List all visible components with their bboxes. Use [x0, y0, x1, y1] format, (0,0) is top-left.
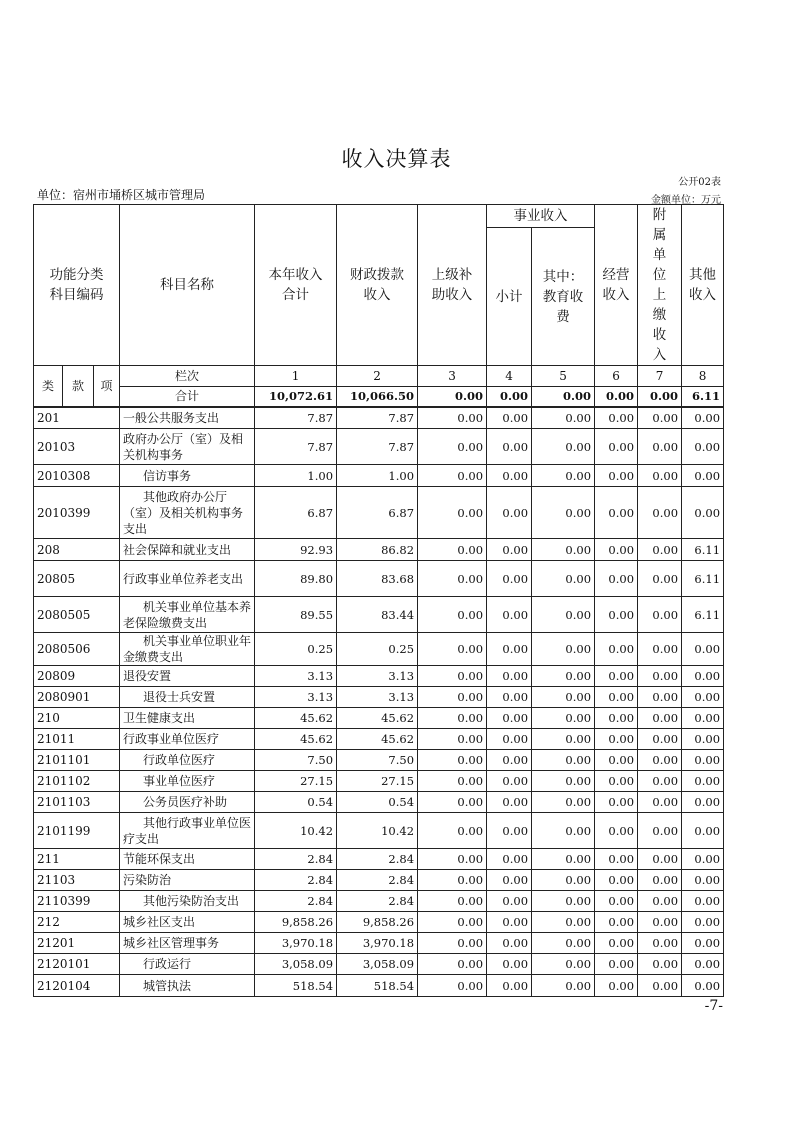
row-value: 0.00 [487, 891, 532, 912]
row-value: 0.00 [682, 407, 724, 429]
table-row [34, 912, 724, 933]
row-code: 210 [34, 708, 120, 729]
row-value: 0.00 [418, 729, 487, 750]
row-value: 0.00 [487, 597, 532, 633]
row-value: 0.00 [682, 849, 724, 870]
row-value: 0.00 [532, 597, 595, 633]
row-name: 其他污染防治支出 [120, 891, 255, 912]
row-value: 0.00 [418, 933, 487, 954]
row-value: 9,858.26 [337, 912, 418, 933]
table-row [34, 975, 724, 997]
row-name: 卫生健康支出 [120, 708, 255, 729]
total-value: 0.00 [418, 387, 487, 407]
row-value: 0.00 [487, 666, 532, 687]
row-value: 0.00 [487, 729, 532, 750]
row-value: 0.00 [638, 912, 682, 933]
row-value: 0.00 [487, 750, 532, 771]
header-operating: 经营收入 [595, 205, 638, 366]
row-value: 0.00 [595, 487, 638, 539]
row-value: 0.00 [595, 597, 638, 633]
row-value: 0.00 [638, 933, 682, 954]
row-value: 2.84 [337, 870, 418, 891]
row-value: 0.00 [682, 891, 724, 912]
row-value: 0.00 [682, 633, 724, 666]
total-value: 0.00 [487, 387, 532, 407]
row-value: 0.00 [487, 792, 532, 813]
row-value: 7.87 [337, 407, 418, 429]
row-value: 0.00 [532, 750, 595, 771]
row-value: 0.00 [595, 539, 638, 561]
row-value: 3,970.18 [255, 933, 337, 954]
row-value: 0.25 [255, 633, 337, 666]
header-education: 其中：教育收费 [532, 228, 595, 366]
row-value: 0.54 [337, 792, 418, 813]
column-index-label: 栏次 [120, 366, 255, 387]
table-row [34, 954, 724, 975]
row-code: 2120104 [34, 975, 120, 997]
row-value: 0.00 [418, 687, 487, 708]
row-value: 0.00 [418, 813, 487, 849]
row-value: 0.00 [595, 975, 638, 997]
total-value: 0.00 [595, 387, 638, 407]
row-value: 6.11 [682, 539, 724, 561]
row-value: 0.00 [418, 597, 487, 633]
row-value: 45.62 [255, 708, 337, 729]
row-code: 2010308 [34, 465, 120, 487]
row-value: 0.00 [532, 954, 595, 975]
row-value: 0.00 [638, 597, 682, 633]
row-name: 行政单位医疗 [120, 750, 255, 771]
row-value: 0.00 [532, 633, 595, 666]
row-value: 7.87 [255, 429, 337, 465]
row-value: 0.00 [595, 792, 638, 813]
row-value: 0.00 [487, 933, 532, 954]
header-code: 功能分类科目编码 [34, 205, 120, 366]
row-value: 0.00 [418, 561, 487, 597]
row-value: 0.00 [595, 813, 638, 849]
row-value: 3.13 [255, 687, 337, 708]
row-value: 0.00 [487, 633, 532, 666]
row-value: 0.00 [638, 954, 682, 975]
row-value: 0.25 [337, 633, 418, 666]
row-value: 0.00 [682, 465, 724, 487]
header-kuan: 款 [63, 366, 94, 407]
row-value: 0.00 [638, 975, 682, 997]
row-value: 0.00 [487, 954, 532, 975]
page-number: -7- [704, 998, 723, 1014]
table-row [34, 870, 724, 891]
row-name: 城乡社区支出 [120, 912, 255, 933]
row-value: 0.00 [638, 561, 682, 597]
row-value: 27.15 [255, 771, 337, 792]
column-number: 8 [682, 366, 724, 387]
row-value: 45.62 [337, 729, 418, 750]
row-value: 9,858.26 [255, 912, 337, 933]
row-value: 0.00 [595, 666, 638, 687]
row-value: 0.00 [638, 407, 682, 429]
header-xiang: 项 [94, 366, 120, 407]
row-value: 3.13 [255, 666, 337, 687]
amount-unit: 金额单位：万元 [651, 195, 721, 206]
row-code: 2101102 [34, 771, 120, 792]
row-value: 0.00 [638, 849, 682, 870]
row-value: 0.00 [682, 708, 724, 729]
column-number: 6 [595, 366, 638, 387]
row-value: 0.00 [532, 813, 595, 849]
row-code: 2101103 [34, 792, 120, 813]
row-code: 2080901 [34, 687, 120, 708]
row-value: 2.84 [255, 849, 337, 870]
row-value: 0.00 [595, 750, 638, 771]
row-value: 0.00 [595, 912, 638, 933]
row-name: 节能环保支出 [120, 849, 255, 870]
row-value: 0.00 [638, 792, 682, 813]
row-value: 0.00 [418, 708, 487, 729]
column-number: 3 [418, 366, 487, 387]
row-value: 6.11 [682, 561, 724, 597]
row-name: 城乡社区管理事务 [120, 933, 255, 954]
row-code: 201 [34, 407, 120, 429]
row-value: 0.00 [595, 849, 638, 870]
row-name: 行政事业单位医疗 [120, 729, 255, 750]
header-business: 事业收入 [487, 205, 595, 228]
row-code: 2080505 [34, 597, 120, 633]
row-code: 21103 [34, 870, 120, 891]
row-value: 0.00 [487, 487, 532, 539]
table-row [34, 597, 724, 633]
table-row [34, 487, 724, 539]
row-code: 20103 [34, 429, 120, 465]
row-value: 0.00 [532, 849, 595, 870]
row-value: 0.00 [682, 750, 724, 771]
row-value: 2.84 [337, 891, 418, 912]
row-code: 2101101 [34, 750, 120, 771]
row-value: 89.55 [255, 597, 337, 633]
row-value: 0.00 [682, 487, 724, 539]
header-fiscal: 财政拨款收入 [337, 205, 418, 366]
row-value: 0.00 [595, 465, 638, 487]
row-value: 0.00 [418, 954, 487, 975]
row-value: 0.00 [418, 891, 487, 912]
total-value: 6.11 [682, 387, 724, 407]
table-row [34, 465, 724, 487]
row-value: 0.00 [532, 870, 595, 891]
row-value: 6.87 [337, 487, 418, 539]
row-value: 0.00 [487, 539, 532, 561]
row-value: 1.00 [255, 465, 337, 487]
form-number: 公开02表 [678, 177, 721, 188]
row-name: 退役士兵安置 [120, 687, 255, 708]
row-value: 518.54 [255, 975, 337, 997]
row-value: 2.84 [337, 849, 418, 870]
row-value: 0.00 [595, 687, 638, 708]
unit-name: 单位：宿州市埇桥区城市管理局 [37, 188, 206, 202]
table-row [34, 891, 724, 912]
row-value: 2.84 [255, 870, 337, 891]
row-value: 0.00 [682, 792, 724, 813]
row-value: 0.00 [487, 407, 532, 429]
table-row [34, 633, 724, 666]
row-value: 0.00 [682, 933, 724, 954]
row-value: 83.44 [337, 597, 418, 633]
row-name: 一般公共服务支出 [120, 407, 255, 429]
row-value: 0.00 [487, 687, 532, 708]
header-name: 科目名称 [120, 205, 255, 366]
row-value: 0.00 [418, 407, 487, 429]
row-value: 3,970.18 [337, 933, 418, 954]
row-value: 0.00 [595, 954, 638, 975]
row-code: 2010399 [34, 487, 120, 539]
total-value: 0.00 [532, 387, 595, 407]
row-value: 0.00 [418, 975, 487, 997]
row-value: 0.00 [682, 429, 724, 465]
row-value: 0.00 [638, 708, 682, 729]
row-value: 0.00 [682, 813, 724, 849]
row-value: 6.11 [682, 597, 724, 633]
row-value: 0.00 [638, 729, 682, 750]
row-value: 0.00 [638, 539, 682, 561]
row-value: 0.00 [595, 708, 638, 729]
row-value: 0.00 [532, 891, 595, 912]
row-value: 0.00 [487, 849, 532, 870]
row-value: 7.50 [337, 750, 418, 771]
row-value: 0.00 [638, 891, 682, 912]
row-value: 0.00 [595, 561, 638, 597]
row-value: 0.00 [682, 954, 724, 975]
row-value: 0.54 [255, 792, 337, 813]
total-value: 0.00 [638, 387, 682, 407]
row-value: 0.00 [532, 666, 595, 687]
row-value: 89.80 [255, 561, 337, 597]
row-value: 0.00 [595, 870, 638, 891]
row-code: 2110399 [34, 891, 120, 912]
row-value: 0.00 [532, 487, 595, 539]
row-name: 社会保障和就业支出 [120, 539, 255, 561]
row-value: 0.00 [418, 429, 487, 465]
table-row [34, 539, 724, 561]
row-code: 212 [34, 912, 120, 933]
row-value: 0.00 [418, 750, 487, 771]
row-name: 行政运行 [120, 954, 255, 975]
row-value: 0.00 [638, 870, 682, 891]
row-name: 退役安置 [120, 666, 255, 687]
row-name: 污染防治 [120, 870, 255, 891]
row-value: 0.00 [487, 465, 532, 487]
row-value: 0.00 [532, 465, 595, 487]
row-code: 211 [34, 849, 120, 870]
row-value: 0.00 [595, 429, 638, 465]
row-value: 3,058.09 [255, 954, 337, 975]
table-row [34, 771, 724, 792]
page-title: 收入决算表 [341, 147, 452, 171]
row-value: 0.00 [532, 708, 595, 729]
row-value: 0.00 [418, 792, 487, 813]
row-value: 10.42 [337, 813, 418, 849]
row-name: 行政事业单位养老支出 [120, 561, 255, 597]
row-value: 3,058.09 [337, 954, 418, 975]
row-value: 0.00 [418, 539, 487, 561]
row-value: 0.00 [638, 487, 682, 539]
row-value: 0.00 [418, 666, 487, 687]
row-name: 事业单位医疗 [120, 771, 255, 792]
table-row [34, 407, 724, 429]
row-value: 0.00 [638, 465, 682, 487]
row-value: 92.93 [255, 539, 337, 561]
row-value: 0.00 [487, 708, 532, 729]
row-name: 其他政府办公厅（室）及相关机构事务支出 [120, 487, 255, 539]
row-value: 0.00 [418, 870, 487, 891]
row-name: 机关事业单位基本养老保险缴费支出 [120, 597, 255, 633]
income-final-accounts-table [33, 204, 724, 997]
row-value: 0.00 [638, 813, 682, 849]
row-name: 其他行政事业单位医疗支出 [120, 813, 255, 849]
row-value: 27.15 [337, 771, 418, 792]
row-value: 7.87 [337, 429, 418, 465]
table-row [34, 729, 724, 750]
row-value: 3.13 [337, 687, 418, 708]
row-value: 0.00 [638, 750, 682, 771]
total-value: 10,066.50 [337, 387, 418, 407]
row-value: 0.00 [682, 729, 724, 750]
row-value: 0.00 [638, 666, 682, 687]
row-value: 45.62 [255, 729, 337, 750]
header-total: 本年收入合计 [255, 205, 337, 366]
header-lei: 类 [34, 366, 63, 407]
table-row [34, 666, 724, 687]
column-number: 2 [337, 366, 418, 387]
row-value: 0.00 [532, 933, 595, 954]
row-value: 0.00 [682, 687, 724, 708]
row-value: 3.13 [337, 666, 418, 687]
row-value: 0.00 [418, 912, 487, 933]
row-name: 公务员医疗补助 [120, 792, 255, 813]
row-name: 城管执法 [120, 975, 255, 997]
header-other: 其他收入 [682, 205, 724, 366]
row-code: 20805 [34, 561, 120, 597]
column-number: 4 [487, 366, 532, 387]
row-value: 0.00 [595, 407, 638, 429]
header-superior: 上级补助收入 [418, 205, 487, 366]
header-subtotal: 小计 [487, 228, 532, 366]
row-value: 83.68 [337, 561, 418, 597]
table-row [34, 561, 724, 597]
row-value: 0.00 [418, 487, 487, 539]
row-value: 0.00 [418, 465, 487, 487]
row-value: 0.00 [532, 539, 595, 561]
row-value: 7.87 [255, 407, 337, 429]
table-row [34, 429, 724, 465]
table-row [34, 849, 724, 870]
row-code: 2120101 [34, 954, 120, 975]
row-value: 0.00 [487, 912, 532, 933]
row-value: 0.00 [595, 771, 638, 792]
row-value: 0.00 [595, 729, 638, 750]
row-value: 0.00 [418, 771, 487, 792]
row-value: 0.00 [682, 975, 724, 997]
row-value: 0.00 [487, 771, 532, 792]
table-row [34, 792, 724, 813]
row-name: 机关事业单位职业年金缴费支出 [120, 633, 255, 666]
column-number: 7 [638, 366, 682, 387]
column-number: 5 [532, 366, 595, 387]
row-value: 0.00 [682, 870, 724, 891]
row-code: 20809 [34, 666, 120, 687]
row-value: 0.00 [532, 407, 595, 429]
row-code: 208 [34, 539, 120, 561]
total-value: 10,072.61 [255, 387, 337, 407]
total-label: 合计 [120, 387, 255, 407]
row-value: 0.00 [595, 933, 638, 954]
row-value: 0.00 [532, 771, 595, 792]
row-value: 86.82 [337, 539, 418, 561]
table-row [34, 750, 724, 771]
header-affiliated: 附属单位上缴收入 [638, 205, 682, 366]
row-value: 0.00 [487, 975, 532, 997]
table-row [34, 687, 724, 708]
row-value: 0.00 [595, 633, 638, 666]
row-name: 信访事务 [120, 465, 255, 487]
row-code: 21011 [34, 729, 120, 750]
row-value: 2.84 [255, 891, 337, 912]
table-row [34, 708, 724, 729]
row-value: 0.00 [532, 687, 595, 708]
row-code: 21201 [34, 933, 120, 954]
row-value: 0.00 [487, 870, 532, 891]
row-value: 6.87 [255, 487, 337, 539]
row-value: 0.00 [532, 975, 595, 997]
row-value: 0.00 [532, 729, 595, 750]
row-value: 7.50 [255, 750, 337, 771]
row-value: 0.00 [418, 849, 487, 870]
table-row [34, 813, 724, 849]
row-value: 0.00 [638, 771, 682, 792]
row-code: 2101199 [34, 813, 120, 849]
row-value: 0.00 [682, 771, 724, 792]
row-value: 0.00 [595, 891, 638, 912]
row-value: 0.00 [487, 813, 532, 849]
table-row [34, 933, 724, 954]
row-value: 0.00 [638, 429, 682, 465]
row-value: 45.62 [337, 708, 418, 729]
row-value: 0.00 [487, 429, 532, 465]
column-number: 1 [255, 366, 337, 387]
row-value: 1.00 [337, 465, 418, 487]
row-value: 0.00 [532, 792, 595, 813]
row-value: 0.00 [682, 666, 724, 687]
row-value: 0.00 [418, 633, 487, 666]
row-value: 10.42 [255, 813, 337, 849]
row-value: 0.00 [532, 561, 595, 597]
row-code: 2080506 [34, 633, 120, 666]
row-value: 0.00 [487, 561, 532, 597]
row-value: 0.00 [532, 429, 595, 465]
row-value: 0.00 [532, 912, 595, 933]
row-value: 518.54 [337, 975, 418, 997]
row-value: 0.00 [638, 687, 682, 708]
row-value: 0.00 [682, 912, 724, 933]
row-value: 0.00 [638, 633, 682, 666]
row-name: 政府办公厅（室）及相关机构事务 [120, 429, 255, 465]
